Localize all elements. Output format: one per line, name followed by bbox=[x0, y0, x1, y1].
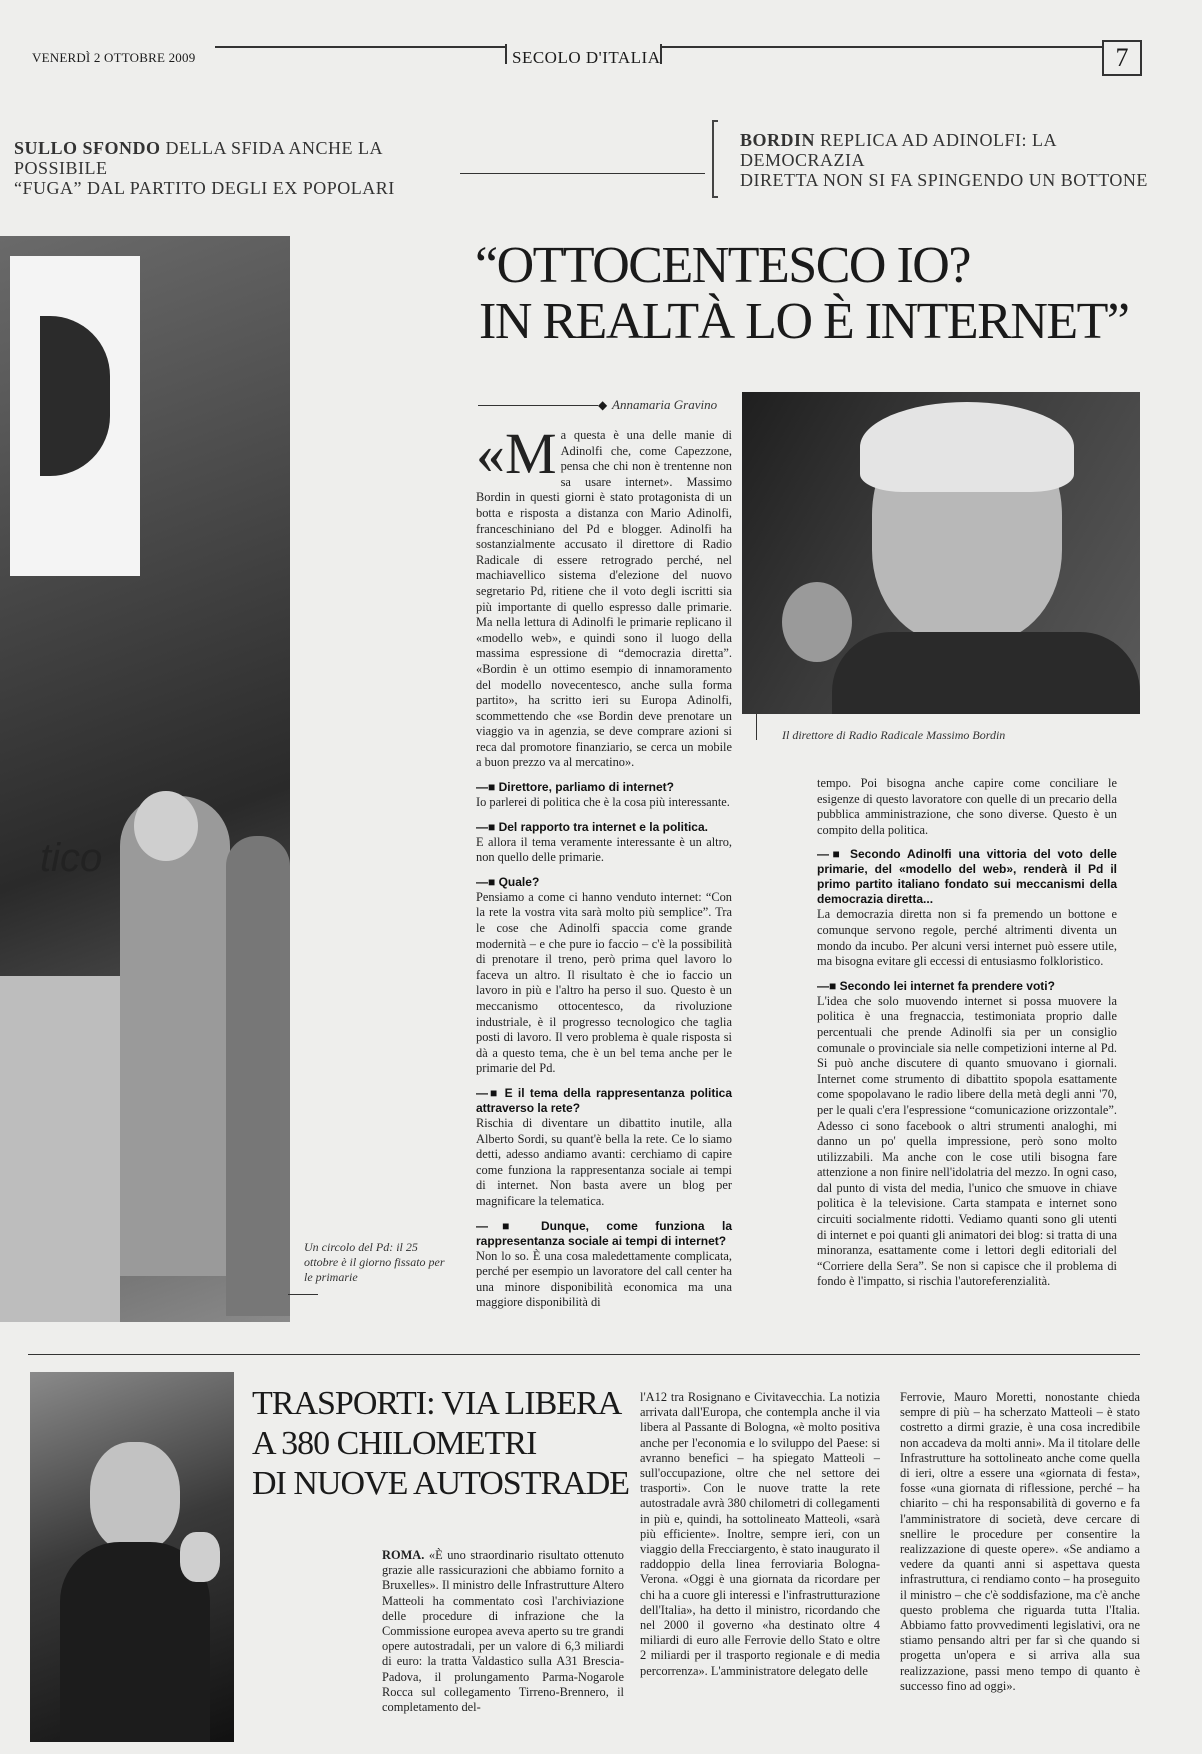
question-3: —■ Quale? bbox=[476, 875, 732, 890]
kicker-rule bbox=[460, 173, 705, 174]
left-kicker-line2: “FUGA” DAL PARTITO DEGLI EX POPOLARI bbox=[14, 178, 395, 198]
answer-5-continued: tempo. Poi bisogna anche capire come conciliare le esigenze di questo lavoratore con quelle di un precario della pubblica amministrazione, che sono diverse. Questo è un compito della politica. bbox=[817, 776, 1117, 837]
question-1: —■ Direttore, parliamo di internet? bbox=[476, 780, 732, 795]
woman-head bbox=[134, 791, 198, 861]
answer-2: E allora il tema veramente interessante è un altro, non quello delle primarie. bbox=[476, 834, 732, 865]
bordin-hair bbox=[860, 402, 1074, 492]
matteoli-photo bbox=[30, 1372, 234, 1742]
intro-text: a questa è una delle manie di Adinolfi che, come Capezzone, pensa che chi non è trentenne non sa usare internet». Massimo Bordin in questi giorni è stato protagonista di un botta e risposta a distanza con Mario Adinolfi, franceschiniano del Pd e blogger. Adinolfi ha sostanzialmente accusato il direttore di Radio Radicale di essere retrogrado perché, nel machiavellico sistema d'elezione del nuovo segretario Pd, ritiene che il voto degli iscritti sia più importante di quello espresso dalle primarie. Ma nella lettura di Adinolfi le primarie replicano il «modello web», e quindi sono il luogo della massima espressione di “democrazia diretta”. «Bordin è un ottimo esempio di innamoramento del modello novecentesco, anche sulla forma partito», ha scritto ieri su Europa Adinolfi, scommettendo che «se Bordin deve prenotare un viaggio va in agenzia, se deve comprare azioni si reca dal promotore finanziario, se cerca un mobile a buon prezzo va al mercatino». bbox=[476, 428, 732, 770]
section-separator bbox=[28, 1354, 1140, 1355]
page-number: 7 bbox=[1102, 40, 1142, 76]
party-circle-photo bbox=[0, 236, 290, 1322]
bordin-photo-caption: Il direttore di Radio Radicale Massimo Bordin bbox=[782, 728, 1006, 742]
dropcap: «M bbox=[476, 421, 557, 486]
main-kicker bbox=[740, 130, 1160, 190]
bottom-article-column-2 bbox=[640, 1390, 880, 1679]
answer-6: La democrazia diretta non si fa premendo un bottone e comunque servono regole, perché altrimenti diventa un mondo da incubo. Per alcuni versi internet può essere utile, ma bisogna evitare gli eccessi di entusiasmo folkloristico. bbox=[817, 907, 1117, 969]
question-2: —■ Del rapporto tra internet e la politica. bbox=[476, 820, 732, 835]
main-kicker-bold: BORDIN bbox=[740, 130, 816, 150]
header-rule-right bbox=[662, 46, 1102, 48]
answer-4: Rischia di diventare un dibattito inutile, alla Alberto Sordi, su quant'è bella la rete. Ce lo siamo detti, adesso andiamo avanti: cerchiamo di capire come funziona la rappresentanza sociale ai tempi di internet. Non basta avere un blog per magnificare la telematica. bbox=[476, 1115, 732, 1208]
matteoli-hand bbox=[180, 1532, 220, 1582]
bottom-headline-line-2: A 380 CHILOMETRI bbox=[252, 1425, 537, 1462]
bordin-suit bbox=[832, 632, 1140, 714]
headline-line-2: IN REALTÀ LO È INTERNET” bbox=[479, 293, 1129, 350]
left-kicker-bold: SULLO SFONDO bbox=[14, 138, 161, 158]
bottom-article-column-3 bbox=[900, 1390, 1140, 1694]
kicker-bracket bbox=[712, 120, 718, 198]
bottom-headline bbox=[252, 1384, 632, 1504]
bottom-col1-text: «È uno straordinario risultato ottenuto grazie alle rassicurazioni che abbiamo fornito a Bruxelles». Il ministro delle Infrastrutture Altero Matteoli ha commentato così l'archiviazione delle procedure di infrazione che la Commissione europea aveva aperto su tre grandi opere autostradali, per un valore di 6,3 miliardi di euro: la tratta Valdastico sulla A31 Brescia-Padova, il prolungamento Parma-Nogarole Rocca sul collegamento Tirreno-Brennero, il completamento del- bbox=[382, 1548, 624, 1715]
issue-date: VENERDÌ 2 OTTOBRE 2009 bbox=[32, 50, 196, 65]
left-kicker bbox=[14, 138, 434, 198]
answer-7: L'idea che solo muovendo internet si possa muovere la politica è una fregnaccia, testimoniata proprio dalle percentuali che prende Adinolfi sia per un consiglio comunale o provinciale sia nelle competizioni interne al Pd. Si può anche discutere di quanto smuovano i giornali. Internet come strumento di dibattito spopola esattamente come spopolavano le radio libere della metà degli anni '70, per le quali c'era l'espressione “comunicazione orizzontale”. Adesso ci sono facebook o altri strumenti analoghi, mi danno un po' quella impressione, però sono molto utilizzabili. Ma anche con le cose utili bisogna fare attenzione a non finire nell'idolatria del mezzo. In ogni caso, dal punto di vista del media, l'unico che smuove in chiave politica è la televisione. Carta stampata e internet sono circuiti socialmente ridotti. Vediamo quanti sono gli utenti di internet e poi quanti gli animatori dei blog: si tratta di una minoranza, esattamente come i lettori degli editoriali del “Corriere della Sera”. Se non si capisce che il problema di fondo è l'impatto, si rischia l'autoreferenzialità. bbox=[817, 993, 1117, 1289]
second-figure bbox=[226, 836, 290, 1316]
woman-figure bbox=[120, 796, 230, 1276]
byline: Annamaria Gravino bbox=[612, 397, 718, 412]
background-person bbox=[782, 582, 852, 662]
sign-text: tico bbox=[40, 836, 103, 880]
main-headline bbox=[475, 238, 1175, 350]
newspaper-name: SECOLO D'ITALIA bbox=[512, 48, 661, 67]
headline-line-1: “OTTOCENTESCO IO? bbox=[475, 237, 970, 294]
left-photo-caption: Un circolo del Pd: il 25 ottobre è il giorno fissato per le primarie bbox=[304, 1240, 445, 1284]
byline-rule bbox=[478, 405, 598, 406]
bottom-article-column-1 bbox=[382, 1548, 624, 1715]
question-6: —■ Secondo Adinolfi una vittoria del voto delle primarie, del «modello del web», renderà il Pd il primo partito italiano fondato sui meccanismi della democrazia diretta... bbox=[817, 847, 1117, 907]
dateline: ROMA. bbox=[382, 1548, 425, 1562]
header-divider bbox=[505, 44, 507, 64]
bordin-photo bbox=[742, 392, 1140, 714]
question-4: —■ E il tema della rappresentanza politica attraverso la rete? bbox=[476, 1086, 732, 1116]
article-intro bbox=[476, 421, 732, 771]
question-7: —■ Secondo lei internet fa prendere voti? bbox=[817, 979, 1117, 994]
main-kicker-text: REPLICA AD ADINOLFI: LA DEMOCRAZIA bbox=[740, 130, 1057, 170]
matteoli-face bbox=[90, 1442, 180, 1552]
main-kicker-line2: DIRETTA NON SI FA SPINGENDO UN BOTTONE bbox=[740, 170, 1148, 190]
header-rule-left bbox=[215, 46, 505, 48]
bottom-col3-text: Ferrovie, Mauro Moretti, nonostante chieda sempre di più – ha scherzato Matteoli – è stato costretto a dirmi grazie, è una cosa incredibile non accadeva da molti anni». Ma il titolare delle Infrastrutture ha sottolineato anche come quella di ieri, oltre a essere una «giornata di festa», fosse «una giornata di riflessione, perché – ha chiarito – chi ha responsabilità di governo e fa l'amministratore di società, deve cercare di snellire le procedure per consentire la realizzazione di queste opere». «Se andiamo a vedere da quanti anni si aspettava questa infrastruttura, ci rendiamo conto – ha proseguito il ministro – che c'è soddisfazione, ma c'è anche questo problema che riguarda tutta l'Italia. Abbiamo fatto provvedimenti legislativi, ora ne stiamo pensando altri per far sì che quando si progetta un'opera e si arriva alla sua realizzazione, passi meno tempo di quanto è successo fino ad oggi». bbox=[900, 1390, 1140, 1693]
left-kicker-text: DELLA SFIDA ANCHE LA POSSIBILE bbox=[14, 138, 383, 178]
main-article-column-1 bbox=[476, 421, 732, 1311]
byline-diamond: ◆ bbox=[598, 398, 608, 412]
answer-1: Io parlerei di politica che è la cosa più interessante. bbox=[476, 795, 730, 810]
bottom-headline-line-1: TRASPORTI: VIA LIBERA bbox=[252, 1385, 622, 1422]
photo-caption-rule bbox=[756, 714, 757, 740]
answer-5: Non lo so. È una cosa maledettamente complicata, perché per esempio un lavoratore del call center ha una minore disponibilità economica ma una maggiore disponibilità di bbox=[476, 1248, 732, 1310]
foreground-figure bbox=[0, 976, 120, 1322]
main-article-column-2 bbox=[817, 776, 1117, 1290]
question-5: —■ Dunque, come funziona la rappresentanza sociale ai tempi di internet? bbox=[476, 1219, 732, 1249]
caption-rule bbox=[288, 1294, 318, 1295]
bottom-col2-text: l'A12 tra Rosignano e Civitavecchia. La notizia arrivata dall'Europa, che contempla anche il via libera al Passante di Bologna, «è molto positiva anche per l'economia e lo sviluppo del Paese: si avranno benefici – ha spiegato Matteoli – sull'occupazione, oltre che nel settore dei trasporti». Con le nuove tratte la rete autostradale avrà 380 chilometri di collegamenti in più e, quindi, ha sottolineato Matteoli, «sarà più efficiente». Inoltre, sempre ieri, con un viaggio della Frecciargento, è stato inaugurato il raddoppio della linea ferroviaria Bologna-Verona. «Oggi è una giornata da ricordare per chi ha a cuore gli interessi e l'infrastrutturazione dell'Italia», ha detto il ministro, ricordando che nel 2000 il governo «ha destinato oltre 4 miliardi di euro alle Ferrovie dello Stato e oltre 2 miliardi per il trasporto regionale e di media percorrenza». L'amministratore delegato delle bbox=[640, 1390, 880, 1678]
bottom-headline-line-3: DI NUOVE AUTOSTRADE bbox=[252, 1465, 630, 1502]
answer-3: Pensiamo a come ci hanno venduto internet: “Con la rete la vostra vita sarà molto più semplice”. Tra le cose che Adinolfi spaccia come grande modernità – e che pure io faccio – c'è la possibilità di prenotare il treno, però prima quel lavoro lo faceva un altro. Il risultato è che io faccio un lavoro in più e l'altro ha perso il suo. Questo è un meccanismo ottocentesco, da rivoluzione industriale, è il progresso tecnologico che taglia posti di lavoro. Il vero problema è quale risposta si dà a questo tema, che è un bel tema anche per le primarie del Pd. bbox=[476, 889, 732, 1076]
